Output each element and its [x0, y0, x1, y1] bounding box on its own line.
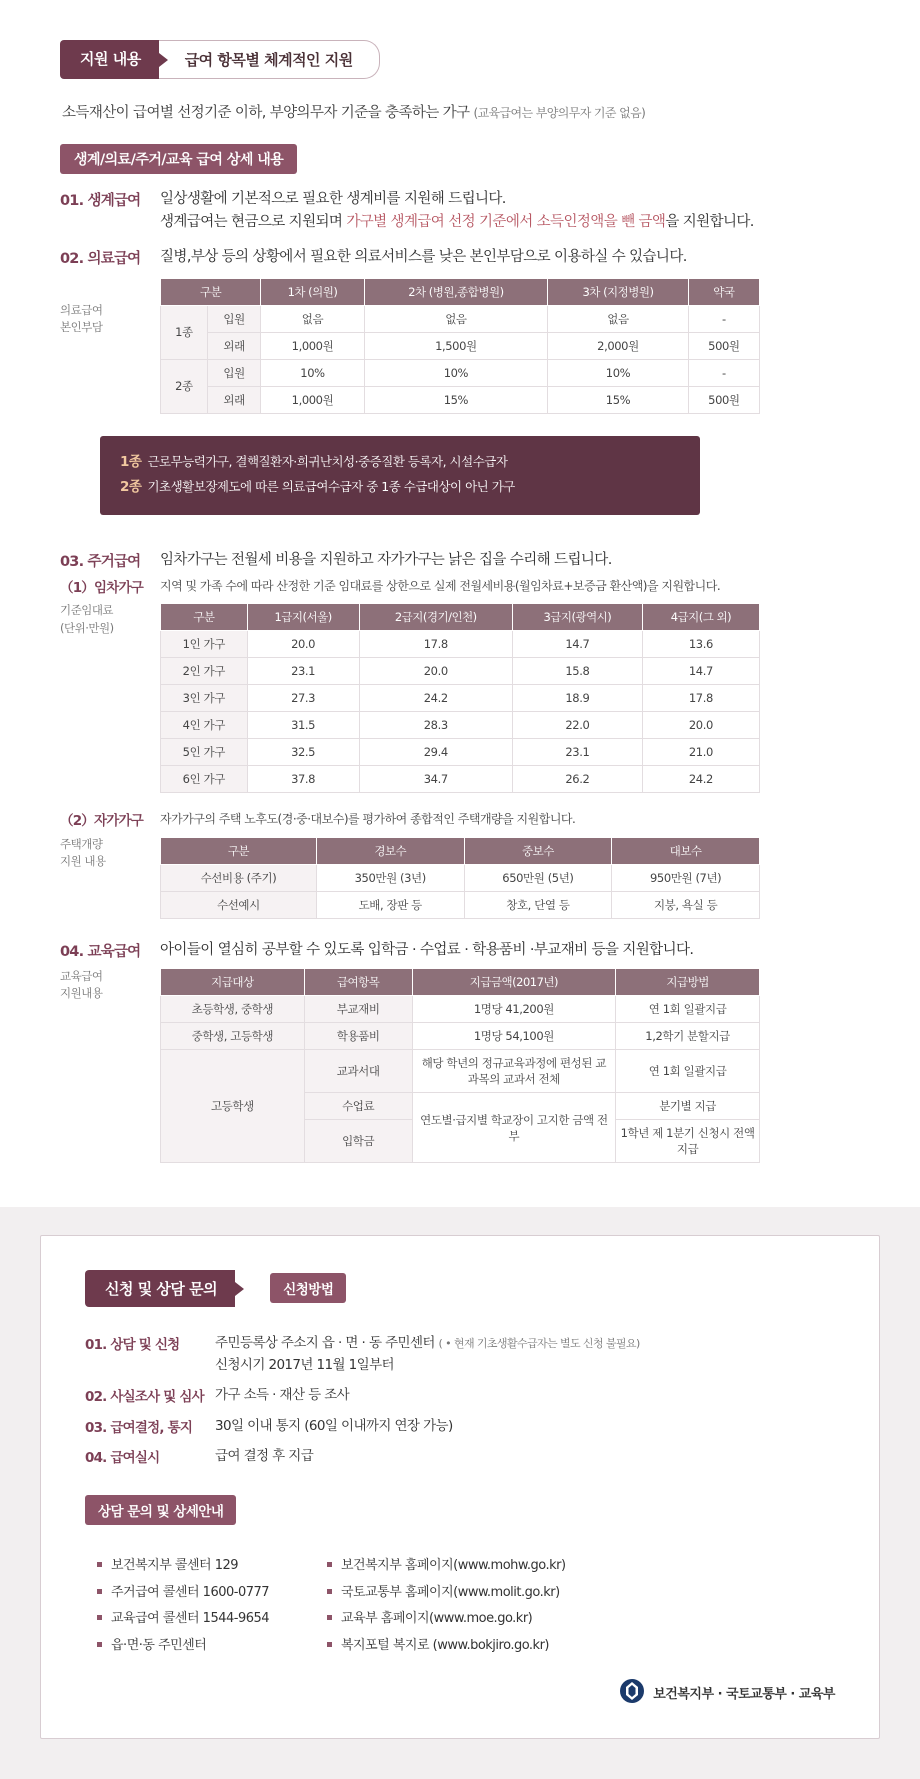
housing-own-caption-l1: 주택개량 [60, 836, 103, 851]
housing-rent-caption [60, 578, 160, 793]
apply-step-2 [85, 1385, 835, 1407]
medical-type-note [100, 436, 700, 515]
td-val: 31.5 [247, 712, 359, 739]
housing-rent-caption-l2: (단위·만원) [60, 620, 114, 635]
td-household: 5인 가구 [161, 739, 248, 766]
housing-rent-label: （1）임차가구 [60, 580, 143, 597]
td-val: 17.8 [642, 685, 759, 712]
td-household: 6인 가구 [161, 766, 248, 793]
td-target: 초등학생, 중학생 [161, 996, 305, 1023]
td-val: 350만원 (3년) [316, 864, 464, 891]
housing-own-desc: 자가가구의 주택 노후도(경·중·대보수)를 평가하여 종합적인 주택개량을 지원합니다. [160, 812, 576, 827]
list-item [97, 1553, 327, 1580]
td-c1: 10% [261, 359, 364, 386]
medical-table-block [60, 278, 860, 414]
td-c1: 1,000원 [261, 332, 364, 359]
table-row [161, 305, 760, 332]
table-row [161, 631, 760, 658]
table-header-row [161, 969, 760, 996]
contact-grid [85, 1553, 835, 1660]
td-val: 34.7 [359, 766, 512, 793]
square-bullet-icon [97, 1615, 102, 1620]
note-text-1jong: 근로무능력가구, 결핵질환자·희귀난치성·중증질환 등록자, 시설수급자 [147, 453, 508, 469]
td-target-highschool: 고등학생 [161, 1050, 305, 1163]
item-medical-title: 질병,부상 등의 상황에서 필요한 의료서비스를 낮은 본인부담으로 이용하실 수 있습니다. [160, 249, 687, 266]
government-label: 보건복지부 · 국토교통부 · 교육부 [653, 1687, 835, 1703]
square-bullet-icon [97, 1642, 102, 1647]
government-footer [85, 1678, 835, 1708]
td-type: 외래 [207, 332, 260, 359]
item-housing-label: 03. 주거급여 [60, 553, 141, 570]
td-val: 23.1 [512, 739, 642, 766]
th-edu-2: 지급금액(2017년) [412, 969, 616, 996]
th-rent-0: 구분 [161, 604, 248, 631]
td-c2: 없음 [364, 305, 548, 332]
td-amount: 1명당 54,100원 [412, 1023, 616, 1050]
td-val: 23.1 [247, 658, 359, 685]
housing-own-label: （2）자가가구 [60, 813, 143, 830]
contact-text: 읍·면·동 주민센터 [111, 1637, 207, 1653]
square-bullet-icon [327, 1642, 332, 1647]
td-type: 입원 [207, 359, 260, 386]
item-livelihood-label: 01. 생계급여 [60, 193, 141, 209]
inquiry-section [40, 1235, 880, 1739]
td-val: 37.8 [247, 766, 359, 793]
td-val: 17.8 [359, 631, 512, 658]
education-caption-l2: 지원내용 [60, 986, 103, 1001]
td-val: 도배, 장판 등 [316, 891, 464, 918]
apply-step-1-line1-note: ( • 현재 기초생활수급자는 별도 신청 불필요) [438, 1337, 640, 1350]
th-rent-2: 2급지(경기/인천) [359, 604, 512, 631]
table-row [161, 386, 760, 413]
list-item [97, 1580, 327, 1607]
apply-step-2-body: 가구 소득 · 재산 등 조사 [215, 1387, 350, 1404]
td-c3: 10% [548, 359, 689, 386]
apply-step-1-line2: 신청시기 2017년 11월 1일부터 [215, 1356, 394, 1373]
td-item: 수업료 [304, 1093, 412, 1120]
section-headline: 급여 항목별 체계적인 지원 [159, 40, 380, 79]
medical-copay-table [160, 278, 760, 414]
housing-own-caption-l2: 지원 내용 [60, 853, 106, 868]
td-amount: 해당 학년의 정규교육과정에 편성된 교과목의 교과서 전체 [412, 1050, 616, 1093]
td-val: 650만원 (5년) [464, 864, 612, 891]
section-lead-text: 소득재산이 급여별 선정기준 이하, 부양의무자 기준을 충족하는 가구 [62, 105, 470, 121]
education-table-caption [60, 968, 160, 1163]
td-val: 15.8 [512, 658, 642, 685]
td-item: 입학금 [304, 1120, 412, 1163]
apply-step-1-line1-text: 주민등록상 주소지 읍 · 면 · 동 주민센터 [215, 1335, 435, 1351]
apply-step-4-body: 급여 결정 후 지급 [215, 1448, 314, 1465]
td-method: 1,2학기 분할지급 [616, 1023, 760, 1050]
td-type: 외래 [207, 386, 260, 413]
td-label: 수선예시 [161, 891, 317, 918]
td-method: 1학년 제 1분기 신청시 전액지급 [616, 1120, 760, 1163]
apply-step-4-label: 04. 급여실시 [85, 1450, 160, 1467]
td-c3: 없음 [548, 305, 689, 332]
item-livelihood-line2b: 을 지원합니다. [665, 214, 754, 231]
td-c2: 10% [364, 359, 548, 386]
td-val: 18.9 [512, 685, 642, 712]
item-education [60, 939, 860, 962]
apply-method-tag: 신청방법 [270, 1273, 346, 1303]
item-education-title: 아이들이 열심히 공부할 수 있도록 입학금 · 수업료 · 학용품비 ·부교재비 등을 지원합니다. [160, 941, 694, 958]
th-medical-0: 구분 [161, 278, 261, 305]
td-group-1jong: 1종 [161, 305, 208, 359]
education-benefit-table [160, 968, 760, 1163]
td-c3: 2,000원 [548, 332, 689, 359]
td-val: 14.7 [512, 631, 642, 658]
apply-step-3-label: 03. 급여결정, 통지 [85, 1419, 193, 1436]
table-row [161, 359, 760, 386]
th-rent-3: 3급지(광역시) [512, 604, 642, 631]
td-method: 분기별 지급 [616, 1093, 760, 1120]
td-c4: - [688, 305, 759, 332]
table-row [161, 685, 760, 712]
item-housing-title: 임차가구는 전월세 비용을 지원하고 자가가구는 낡은 집을 수리해 드립니다. [160, 551, 612, 568]
contact-col-left [97, 1553, 327, 1660]
square-bullet-icon [97, 1562, 102, 1567]
square-bullet-icon [97, 1589, 102, 1594]
td-val: 창호, 단열 등 [464, 891, 612, 918]
apply-step-1-label: 01. 상담 및 신청 [85, 1337, 180, 1353]
housing-own-caption [60, 811, 160, 918]
medical-table-caption [60, 278, 160, 414]
list-item [97, 1606, 327, 1633]
note-badge-1jong: 1종 [120, 453, 142, 470]
contact-link[interactable]: 국토교통부 홈페이지(www.molit.go.kr) [341, 1584, 560, 1600]
note-line-1jong [120, 450, 680, 476]
item-livelihood-line2 [160, 211, 860, 234]
td-item: 부교재비 [304, 996, 412, 1023]
government-emblem-icon [619, 1678, 645, 1708]
td-method: 연 1회 일괄지급 [616, 1050, 760, 1093]
housing-rent-caption-l1: 기준임대료 [60, 603, 114, 618]
list-item [97, 1633, 327, 1660]
td-val: 32.5 [247, 739, 359, 766]
medical-caption-l2: 본인부담 [60, 319, 103, 334]
table-header-row [161, 837, 760, 864]
section-tag: 지원 내용 [60, 40, 159, 79]
table-row [161, 332, 760, 359]
td-c1: 1,000원 [261, 386, 364, 413]
td-household: 2인 가구 [161, 658, 248, 685]
housing-rent-block [60, 578, 860, 793]
contact-tag: 상담 문의 및 상세안내 [85, 1495, 236, 1525]
th-repair-2: 중보수 [464, 837, 612, 864]
td-val: 22.0 [512, 712, 642, 739]
contact-text: 교육급여 콜센터 1544-9654 [111, 1611, 270, 1627]
td-val: 21.0 [642, 739, 759, 766]
th-medical-4: 약국 [688, 278, 759, 305]
td-household: 3인 가구 [161, 685, 248, 712]
table-row [161, 1050, 760, 1093]
contact-link[interactable]: 교육부 홈페이지(www.moe.go.kr) [341, 1611, 533, 1627]
td-val: 지붕, 욕실 등 [612, 891, 760, 918]
td-c2: 1,500원 [364, 332, 548, 359]
item-education-label: 04. 교육급여 [60, 943, 141, 960]
td-item: 학용품비 [304, 1023, 412, 1050]
square-bullet-icon [327, 1589, 332, 1594]
td-val: 29.4 [359, 739, 512, 766]
item-livelihood-line1: 일상생활에 기본적으로 필요한 생계비를 지원해 드립니다. [160, 191, 506, 207]
td-method: 연 1회 일괄지급 [616, 996, 760, 1023]
td-val: 28.3 [359, 712, 512, 739]
square-bullet-icon [327, 1562, 332, 1567]
td-group-2jong: 2종 [161, 359, 208, 413]
td-val: 20.0 [642, 712, 759, 739]
list-item[interactable] [327, 1606, 647, 1633]
apply-step-1 [85, 1333, 835, 1376]
table-row [161, 1023, 760, 1050]
td-val: 20.0 [247, 631, 359, 658]
note-text-2jong: 기초생활보장제도에 따른 의료급여수급자 중 1종 수급대상이 아닌 가구 [147, 479, 515, 495]
th-medical-2: 2차 (병원,종합병원) [364, 278, 548, 305]
housing-repair-table [160, 837, 760, 919]
td-target: 중학생, 고등학생 [161, 1023, 305, 1050]
list-item[interactable] [327, 1553, 647, 1580]
td-household: 4인 가구 [161, 712, 248, 739]
td-item: 교과서대 [304, 1050, 412, 1093]
housing-rent-desc: 지역 및 가족 수에 따라 산정한 기준 임대료를 상한으로 실제 전월세비용(월임차료+보증금 환산액)을 지원합니다. [160, 579, 721, 594]
detail-subtag: 생계/의료/주거/교육 급여 상세 내용 [60, 144, 297, 174]
item-livelihood-line2a: 생계급여는 현금으로 지원되며 [160, 214, 347, 231]
table-row [161, 739, 760, 766]
contact-text: 주거급여 콜센터 1600-0777 [111, 1584, 270, 1600]
table-row [161, 712, 760, 739]
square-bullet-icon [327, 1615, 332, 1620]
item-medical-label: 02. 의료급여 [60, 251, 141, 268]
contact-col-right [327, 1553, 647, 1660]
note-badge-2jong: 2종 [120, 479, 142, 496]
list-item[interactable] [327, 1580, 647, 1607]
apply-step-2-label: 02. 사실조사 및 심사 [85, 1389, 204, 1406]
item-housing [60, 549, 860, 572]
td-val: 13.6 [642, 631, 759, 658]
th-edu-0: 지급대상 [161, 969, 305, 996]
housing-own-block [60, 811, 860, 918]
td-val: 27.3 [247, 685, 359, 712]
section-lead-note: (교육급여는 부양의무자 기준 없음) [473, 106, 646, 120]
td-c1: 없음 [261, 305, 364, 332]
apply-step-4 [85, 1446, 835, 1468]
th-repair-0: 구분 [161, 837, 317, 864]
td-val: 26.2 [512, 766, 642, 793]
table-row [161, 891, 760, 918]
section-lead [62, 101, 860, 122]
inquiry-section-outer [0, 1207, 920, 1779]
td-val: 950만원 (7년) [612, 864, 760, 891]
apply-step-1-line1 [215, 1333, 640, 1355]
table-row [161, 766, 760, 793]
th-medical-3: 3차 (지정병원) [548, 278, 689, 305]
td-amount: 연도별·급지별 학교장이 고지한 금액 전부 [412, 1093, 616, 1163]
th-rent-1: 1급지(서울) [247, 604, 359, 631]
td-val: 14.7 [642, 658, 759, 685]
th-medical-1: 1차 (의원) [261, 278, 364, 305]
th-edu-1: 급여항목 [304, 969, 412, 996]
td-label: 수선비용 (주기) [161, 864, 317, 891]
inquiry-header [85, 1270, 265, 1307]
table-row [161, 996, 760, 1023]
apply-step-3 [85, 1416, 835, 1438]
list-item[interactable] [327, 1633, 647, 1660]
td-val: 24.2 [359, 685, 512, 712]
td-c4: 500원 [688, 386, 759, 413]
section-header [60, 40, 380, 79]
td-type: 입원 [207, 305, 260, 332]
td-val: 24.2 [642, 766, 759, 793]
item-livelihood [60, 188, 860, 234]
medical-caption-l1: 의료급여 [60, 302, 103, 317]
table-header-row [161, 278, 760, 305]
apply-step-1-body [215, 1333, 640, 1376]
th-repair-3: 대보수 [612, 837, 760, 864]
apply-step-3-body: 30일 이내 통지 (60일 이내까지 연장 가능) [215, 1417, 453, 1434]
education-table-block [60, 968, 860, 1163]
td-amount: 1명당 41,200원 [412, 996, 616, 1023]
table-row [161, 864, 760, 891]
contact-link[interactable]: 복지포털 복지로 (www.bokjiro.go.kr) [341, 1637, 550, 1653]
td-c4: 500원 [688, 332, 759, 359]
contact-link[interactable]: 보건복지부 홈페이지(www.mohw.go.kr) [341, 1557, 566, 1573]
apply-steps [85, 1333, 835, 1468]
th-edu-3: 지급방법 [616, 969, 760, 996]
table-header-row [161, 604, 760, 631]
item-livelihood-line2-highlight: 가구별 생계급여 선정 기준에서 소득인정액을 뺀 금액 [346, 214, 666, 231]
item-medical [60, 246, 860, 269]
th-rent-4: 4급지(그 외) [642, 604, 759, 631]
td-c2: 15% [364, 386, 548, 413]
td-val: 20.0 [359, 658, 512, 685]
education-caption-l1: 교육급여 [60, 969, 103, 983]
th-repair-1: 경보수 [316, 837, 464, 864]
contact-text: 보건복지부 콜센터 129 [111, 1557, 239, 1573]
housing-rent-table [160, 603, 760, 793]
note-line-2jong [120, 475, 680, 501]
inquiry-title: 신청 및 상담 문의 [85, 1270, 235, 1307]
td-c3: 15% [548, 386, 689, 413]
td-c4: - [688, 359, 759, 386]
table-row [161, 658, 760, 685]
td-household: 1인 가구 [161, 631, 248, 658]
